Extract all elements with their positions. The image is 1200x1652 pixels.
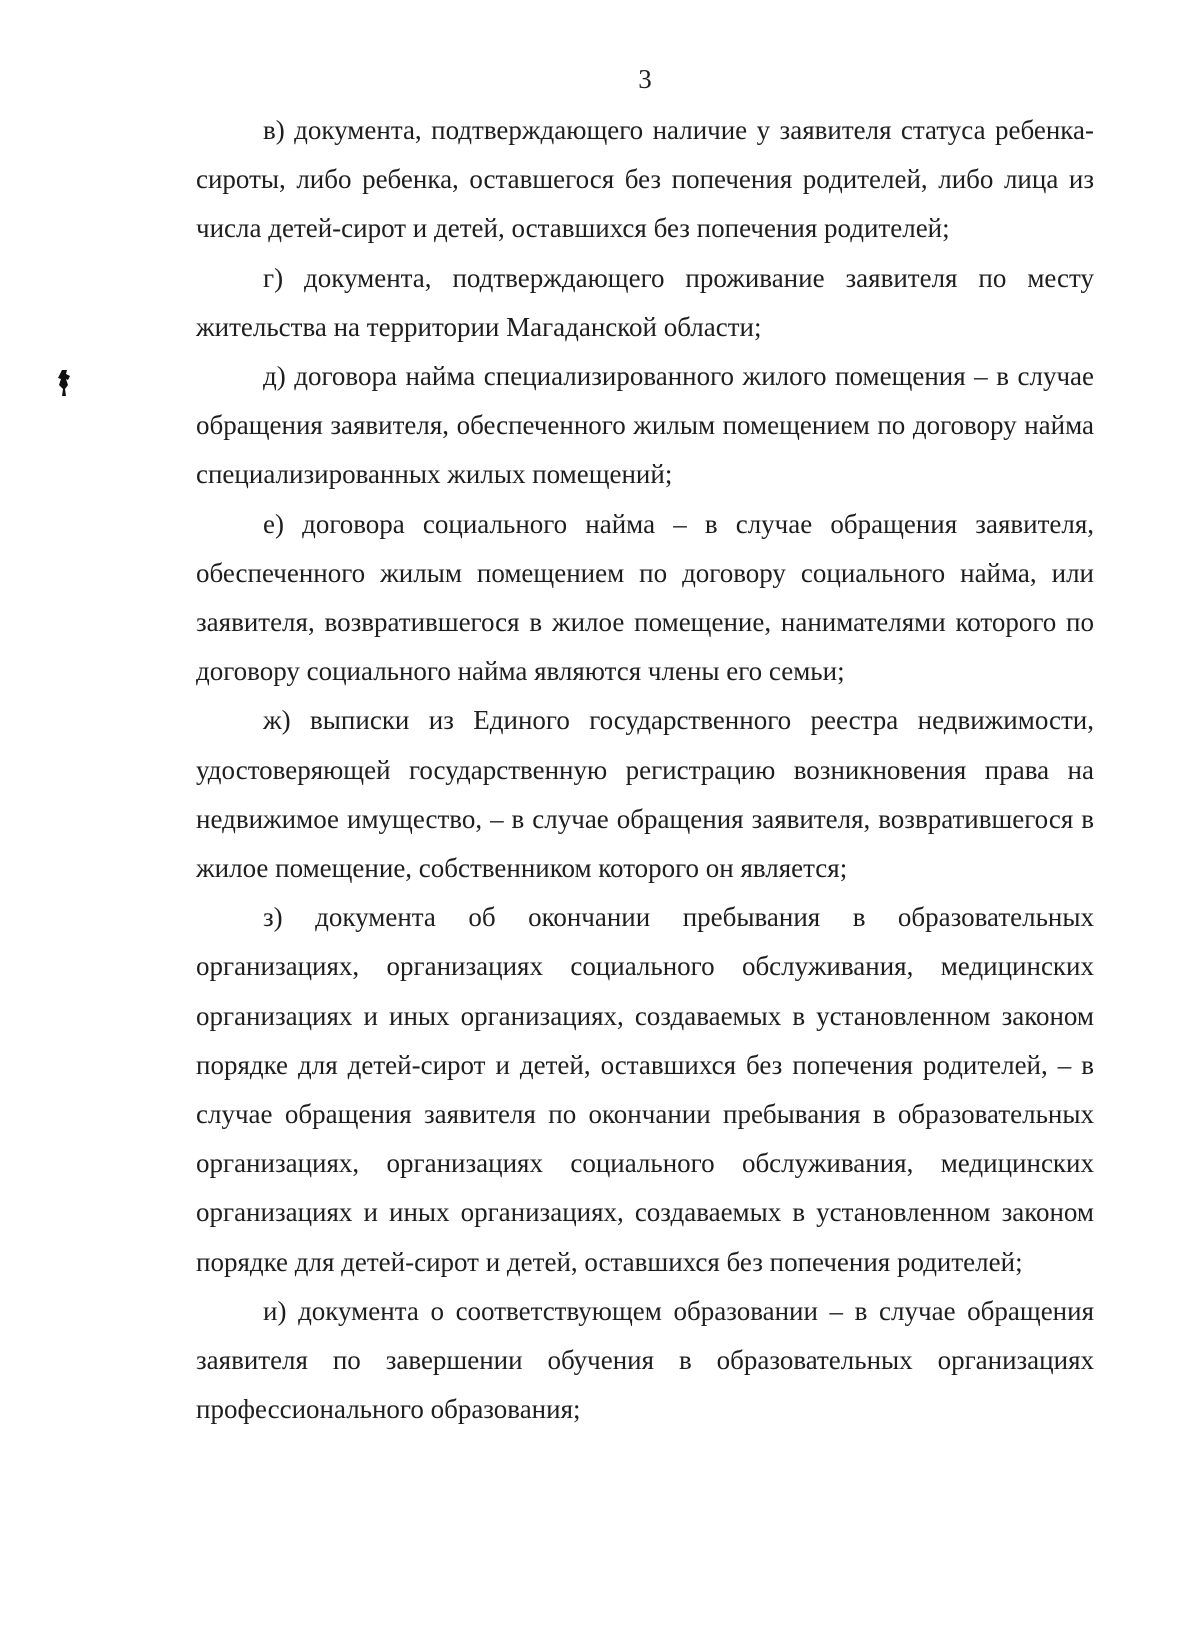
paragraph-i: и) документа о соответствующем образовании – в случае обращения заявителя по завершении обучения в образовательных организациях профессионального образования; — [196, 1295, 1094, 1425]
margin-mark-icon — [56, 369, 72, 397]
page-number: 3 — [638, 64, 652, 94]
paragraph-g: г) документа, подтверждающего проживание заявителя по месту жительства на территории Магаданской области; — [196, 262, 1094, 342]
document-body — [196, 106, 1094, 1434]
paragraph-d: д) договора найма специализированного жилого помещения – в случае обращения заявителя, обеспеченного жилым помещением по договору найма специализированных жилых помещений; — [196, 361, 1094, 490]
paragraph-v: в) документа, подтверждающего наличие у заявителя статуса ребенка-сироты, либо ребенка, оставшегося без попечения родителей, либо лица из числа детей-сирот и детей, оставшихся без попечения родителей; — [196, 115, 1094, 244]
paragraph-z: з) документа об окончании пребывания в образовательных организациях, организациях социального обслуживания, медицинских организациях и иных организациях, создаваемых в установленном законом порядке для детей-сирот и детей, оставшихся без попечения родителей, – в случае обращения заявителя по окончании пребывания в образовательных организациях, организациях социального обслуживания, медицинских организациях и иных организациях, создаваемых в установленном законом порядке для детей-сирот и детей, оставшихся без попечения родителей; — [196, 902, 1094, 1277]
paragraph-e: е) договора социального найма – в случае обращения заявителя, обеспеченного жилым помещением по договору социального найма, или заявителя, возвратившегося в жилое помещение, нанимателями которого по договору социального найма являются члены его семьи; — [196, 508, 1094, 687]
paragraph-zh: ж) выписки из Единого государственного реестра недвижимости, удостоверяющей государственную регистрацию возникновения права на недвижимое имущество, – в случае обращения заявителя, возвратившегося в жилое помещение, собственником которого он является; — [196, 705, 1094, 884]
